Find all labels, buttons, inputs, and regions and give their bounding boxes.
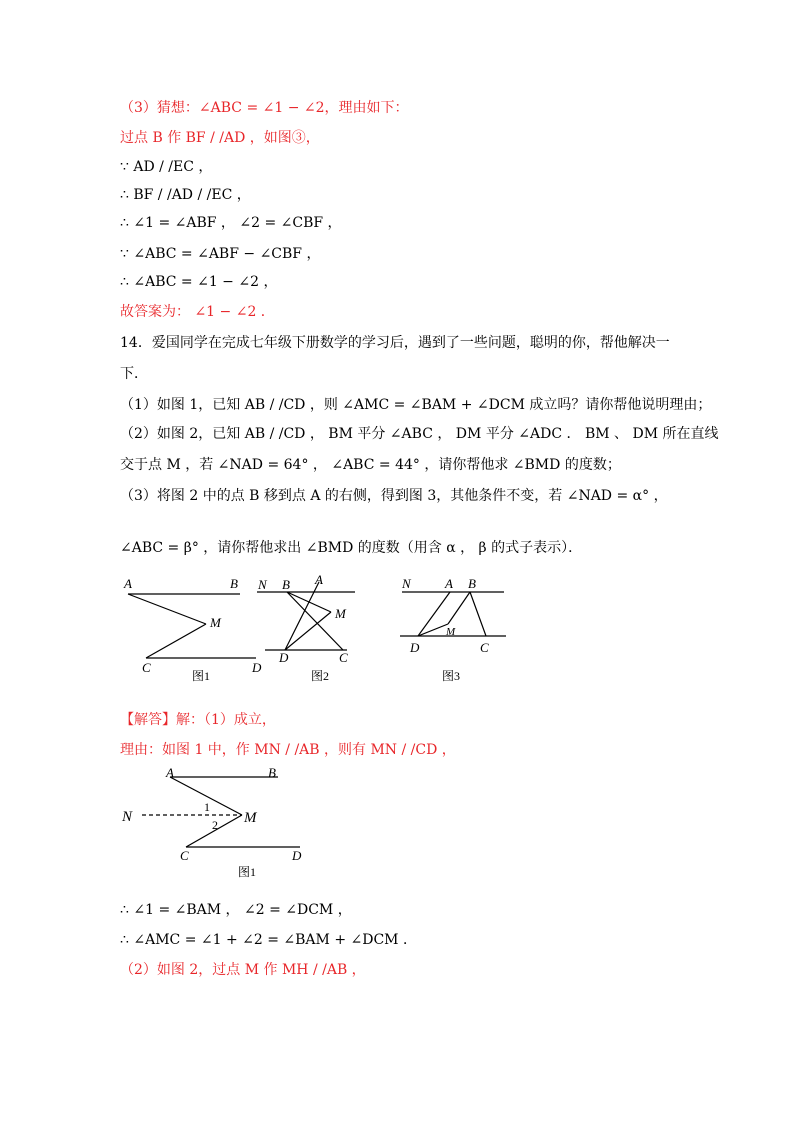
fig3-label-b: B [468, 576, 476, 591]
question-2-line-1: （2）如图 2，已知 AB / /CD ， BM 平分 ∠ABC ， DM 平分 ∠ADC ． BM 、 DM 所在直线 [120, 426, 719, 442]
fig3-label-d: D [410, 640, 420, 655]
since-line-1: ∵ AD / /EC ， [120, 159, 213, 175]
construct-line: 过点 B 作 BF / /AD ，如图③， [120, 130, 320, 146]
solution-header: 【解答】解：（1）成立， [120, 712, 276, 728]
fig1-label-m: M [210, 615, 221, 630]
figure-2 [255, 572, 385, 684]
fig3-label-c: C [480, 640, 489, 655]
answer-line: 故答案为： ∠1 − ∠2 ． [120, 304, 275, 320]
sol-fig1-label-2: 2 [212, 818, 218, 832]
fig3-label-n: N [402, 576, 411, 591]
fig3-label-m: M [446, 626, 456, 638]
fig2-label-m: M [335, 606, 346, 621]
sol-fig1-label-c: C [180, 848, 189, 863]
question-2-line-2: 交于点 M ，若 ∠NAD = 64° ， ∠ABC = 44° ，请你帮他求 ∠BMD 的度数； [120, 457, 621, 473]
fig1-label-a: A [124, 576, 132, 591]
fig1-caption: 图1 [192, 669, 211, 683]
figure-3 [398, 572, 518, 684]
so-line-3: ∴ ∠ABC = ∠1 − ∠2 ， [120, 274, 278, 290]
fig3-caption: 图3 [442, 669, 461, 683]
solution-step-2: ∴ ∠AMC = ∠1 + ∠2 = ∠BAM + ∠DCM ． [120, 932, 417, 948]
fig2-label-c: C [339, 650, 348, 665]
fig2-caption: 图2 [311, 669, 330, 683]
fig2-label-n: N [258, 577, 267, 592]
solution-step-1: ∴ ∠1 = ∠BAM ， ∠2 = ∠DCM ， [120, 902, 352, 918]
solution-figure-1 [118, 763, 318, 883]
sol-fig1-label-b: B [268, 765, 276, 780]
problem-intro-1: 14．爱国同学在完成七年级下册数学的学习后，遇到了一些问题，聪明的你，帮他解决一 [120, 335, 670, 351]
so-line-1: ∴ BF / /AD / /EC ， [120, 187, 251, 203]
question-3-line-1: （3）将图 2 中的点 B 移到点 A 的右侧，得到图 3，其他条件不变，若 ∠NAD = α° ， [120, 488, 668, 504]
question-3-line-2: ∠ABC = β° ，请你帮他求出 ∠BMD 的度数（用含 α ， β 的式子表示）． [120, 540, 583, 556]
solution-reason: 理由：如图 1 中，作 MN / /AB ，则有 MN / /CD ， [120, 742, 456, 758]
sol-fig1-label-n: N [122, 809, 133, 825]
question-1: （1）如图 1，已知 AB / /CD ，则 ∠AMC = ∠BAM + ∠DCM 成立吗？请你帮他说明理由； [120, 397, 712, 413]
solution-step-3: （2）如图 2，过点 M 作 MH / /AB ， [120, 962, 366, 978]
figure-1 [118, 572, 268, 684]
so-line-2: ∴ ∠1 = ∠ABF ， ∠2 = ∠CBF ， [120, 215, 342, 231]
fig1-label-b: B [230, 576, 238, 591]
sol-fig1-label-a: A [166, 765, 174, 780]
guess-line: （3）猜想：∠ABC = ∠1 − ∠2，理由如下： [120, 100, 409, 116]
problem-intro-2: 下． [120, 366, 148, 382]
fig3-label-a: A [445, 576, 453, 591]
sol-fig1-label-d: D [292, 848, 302, 863]
fig2-label-b: B [282, 577, 290, 592]
since-line-2: ∵ ∠ABC = ∠ABF − ∠CBF ， [120, 246, 321, 262]
fig2-label-a: A [315, 572, 323, 587]
sol-fig1-label-m: M [244, 810, 257, 826]
sol-fig1-label-1: 1 [204, 800, 210, 814]
fig2-label-d: D [279, 650, 289, 665]
fig1-label-d: D [252, 660, 262, 675]
sol-fig1-caption: 图1 [238, 865, 257, 879]
fig1-label-c: C [142, 660, 151, 675]
